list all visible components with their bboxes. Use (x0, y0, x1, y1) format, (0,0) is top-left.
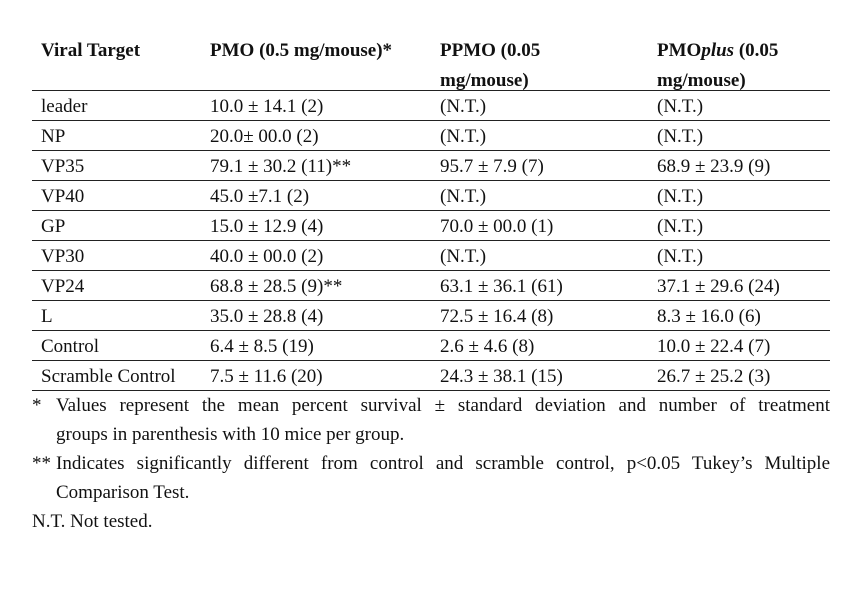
table-row (0, 272, 860, 302)
cell-pmoplus: 68.9 ± 23.9 (9) (657, 156, 771, 177)
cell-ppmo: (N.T.) (440, 96, 487, 117)
header-ppmo (440, 36, 540, 96)
footnote-1-marker: * (32, 395, 42, 416)
header-viral-target: Viral Target (41, 40, 141, 61)
cell-ppmo: (N.T.) (440, 246, 487, 267)
table-row (0, 122, 860, 152)
table-row (0, 362, 860, 392)
cell-pmo: 68.8 ± 28.5 (9)** (210, 276, 343, 297)
cell-viral-target: Scramble Control (41, 366, 176, 387)
cell-ppmo: 2.6 ± 4.6 (8) (440, 336, 535, 357)
cell-viral-target: leader (41, 96, 88, 117)
table-row (0, 302, 860, 332)
cell-viral-target: VP35 (41, 156, 85, 177)
cell-pmo: 15.0 ± 12.9 (4) (210, 216, 324, 237)
cell-pmoplus: (N.T.) (657, 96, 704, 117)
footnote-2-line1: Indicates significantly different from control and scramble control, p<0.05 Tukey’s Multiple (56, 453, 830, 474)
cell-pmo: 7.5 ± 11.6 (20) (210, 366, 323, 387)
table-row (0, 332, 860, 362)
cell-viral-target: VP40 (41, 186, 85, 207)
footnote-not-tested: N.T. Not tested. (32, 511, 153, 532)
cell-ppmo: 72.5 ± 16.4 (8) (440, 306, 554, 327)
cell-viral-target: GP (41, 216, 66, 237)
header-pmo: PMO (0.5 mg/mouse)* (210, 40, 393, 61)
header-pmoplus-suffix: (0.05 (734, 40, 779, 61)
cell-ppmo: 24.3 ± 38.1 (15) (440, 366, 563, 387)
header-ppmo-line2: mg/mouse) (440, 70, 529, 91)
header-pmoplus-line2: mg/mouse) (657, 70, 746, 91)
cell-viral-target: Control (41, 336, 100, 357)
footnote-2-line2: Comparison Test. (56, 482, 190, 503)
header-pmoplus-italic: plus (701, 40, 735, 61)
footnote-1-line2: groups in parenthesis with 10 mice per group. (56, 424, 405, 445)
table-row (0, 92, 860, 122)
cell-viral-target: VP30 (41, 246, 85, 267)
cell-pmo: 6.4 ± 8.5 (19) (210, 336, 314, 357)
table-row (0, 242, 860, 272)
cell-ppmo: (N.T.) (440, 186, 487, 207)
cell-pmoplus: (N.T.) (657, 186, 704, 207)
cell-ppmo: (N.T.) (440, 126, 487, 147)
header-rule (32, 90, 830, 91)
header-pmoplus-line1 (657, 36, 778, 66)
cell-viral-target: L (41, 306, 53, 327)
table-row (0, 152, 860, 182)
cell-viral-target: VP24 (41, 276, 85, 297)
cell-pmoplus: 10.0 ± 22.4 (7) (657, 336, 771, 357)
cell-pmo: 35.0 ± 28.8 (4) (210, 306, 324, 327)
cell-pmoplus: 8.3 ± 16.0 (6) (657, 306, 761, 327)
cell-ppmo: 95.7 ± 7.9 (7) (440, 156, 544, 177)
cell-ppmo: 70.0 ± 00.0 (1) (440, 216, 554, 237)
cell-ppmo: 63.1 ± 36.1 (61) (440, 276, 563, 297)
table-row (0, 212, 860, 242)
cell-pmoplus: (N.T.) (657, 126, 704, 147)
header-pmoplus-prefix: PMO (657, 40, 702, 61)
cell-pmoplus: 26.7 ± 25.2 (3) (657, 366, 771, 387)
cell-pmoplus: (N.T.) (657, 246, 704, 267)
cell-pmoplus: 37.1 ± 29.6 (24) (657, 276, 780, 297)
header-pmoplus (657, 36, 778, 96)
cell-pmo: 10.0 ± 14.1 (2) (210, 96, 324, 117)
cell-pmo: 79.1 ± 30.2 (11)** (210, 156, 352, 177)
footnote-1-line1: Values represent the mean percent survival ± standard deviation and number of treatment (56, 395, 830, 416)
footnote-2-marker: ** (32, 453, 51, 474)
cell-pmo: 40.0 ± 00.0 (2) (210, 246, 324, 267)
header-ppmo-line1: PPMO (0.05 (440, 40, 541, 61)
cell-pmo: 20.0± 00.0 (2) (210, 126, 319, 147)
cell-pmoplus: (N.T.) (657, 216, 704, 237)
cell-pmo: 45.0 ±7.1 (2) (210, 186, 310, 207)
table-row (0, 182, 860, 212)
cell-viral-target: NP (41, 126, 66, 147)
